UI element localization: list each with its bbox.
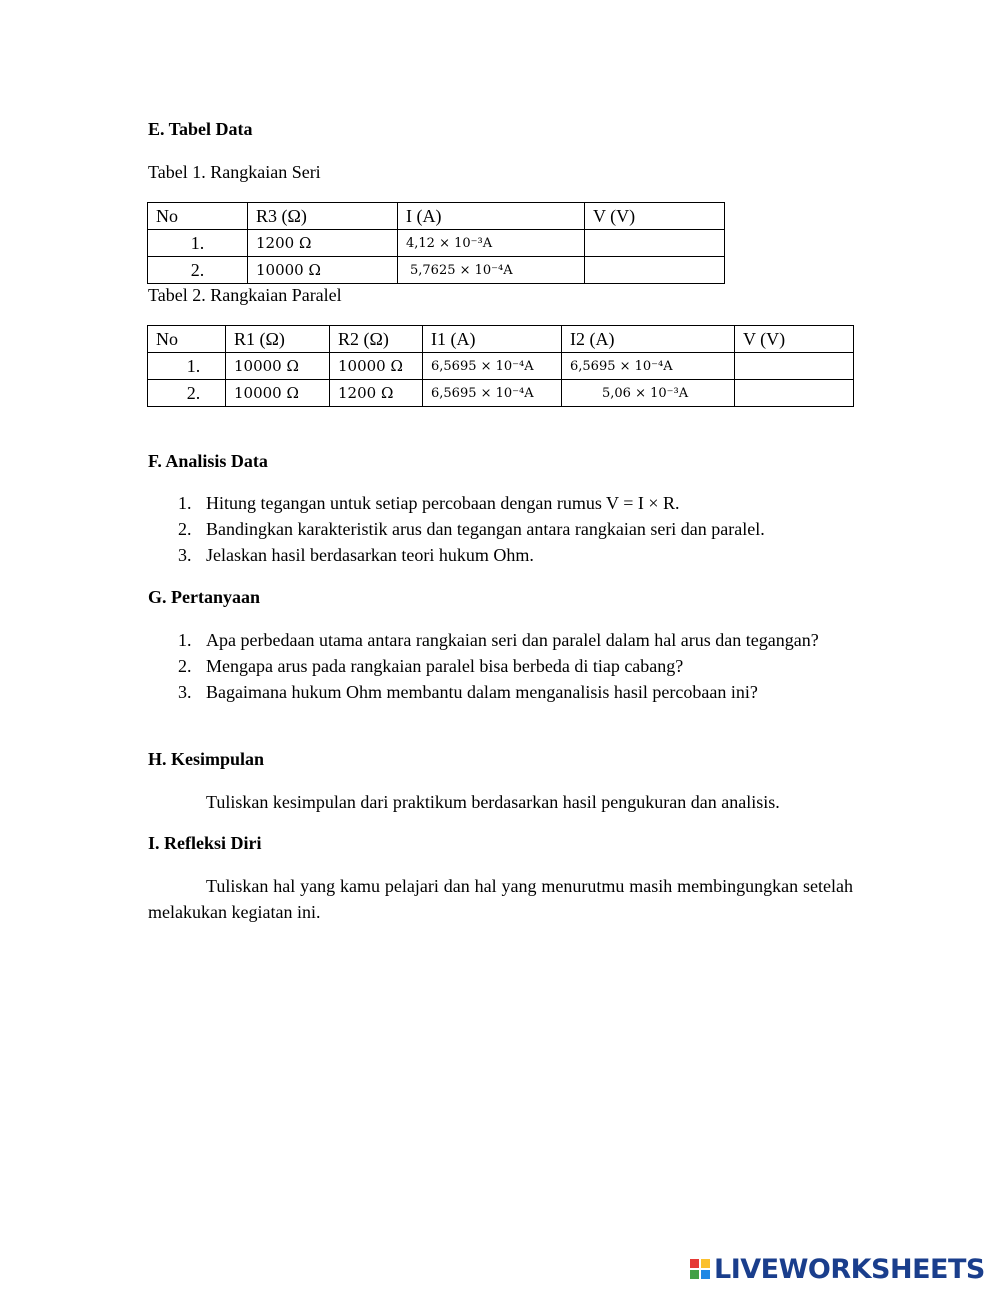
list-item-number: 1. [178,630,192,650]
table-cell-r3: 1200 Ω [248,230,398,257]
section-g-heading: G. Pertanyaan [148,587,260,607]
table-cell-voltage-input[interactable] [585,230,725,257]
list-item-text: Apa perbedaan utama antara rangkaian seri dan paralel dalam hal arus dan tegangan? [206,630,819,650]
table-header-cell: I (A) [398,203,585,230]
table-cell-current: 5,7625 × 10⁻⁴A [398,257,585,284]
list-item-number: 1. [178,493,192,513]
table-cell-voltage-input[interactable] [735,380,854,407]
table-cell-r1: 10000 Ω [226,353,330,380]
table-cell-no: 2. [148,380,226,407]
table-cell-current: 4,12 × 10⁻³A [398,230,585,257]
list-item-text: Bandingkan karakteristik arus dan tegangan antara rangkaian seri dan paralel. [206,519,765,539]
logo-square [690,1259,699,1268]
conclusion-text: Tuliskan kesimpulan dari praktikum berdasarkan hasil pengukuran dan analisis. [206,792,780,812]
list-item [148,490,853,516]
table-row [148,230,725,257]
list-item [148,516,853,542]
list-item-number: 2. [178,656,192,676]
table-row [148,257,725,284]
list-item-text: Hitung tegangan untuk setiap percobaan dengan rumus V = I × R. [206,493,680,513]
list-item [148,653,853,679]
liveworksheets-logo [690,1252,985,1286]
list-item-number: 2. [178,519,192,539]
table-cell-i2: 5,06 × 10⁻³A [562,380,735,407]
table-header-cell: V (V) [735,326,854,353]
section-e-heading: E. Tabel Data [148,119,253,139]
logo-icon [690,1259,710,1279]
table-cell-no: 1. [148,230,248,257]
list-item-text: Jelaskan hasil berdasarkan teori hukum Ohm. [206,545,534,565]
table-header-cell: No [148,326,226,353]
table-header-cell: No [148,203,248,230]
table-cell-r1: 10000 Ω [226,380,330,407]
table-cell-r2: 1200 Ω [330,380,423,407]
logo-square [690,1270,699,1279]
table-header-cell: R1 (Ω) [226,326,330,353]
section-h-heading: H. Kesimpulan [148,749,265,769]
list-item [148,679,853,705]
section-i-heading: I. Refleksi Diri [148,833,262,853]
reflection-text: Tuliskan hal yang kamu pelajari dan hal yang menurutmu masih membingungkan setelah melakukan kegiatan ini. [148,876,853,922]
analysis-list [148,490,853,568]
table-row [148,380,854,407]
table-header-row [148,203,725,230]
table-cell-no: 2. [148,257,248,284]
table1-caption: Tabel 1. Rangkaian Seri [148,162,321,182]
list-item [148,627,853,653]
table-header-row [148,326,854,353]
list-item-text: Bagaimana hukum Ohm membantu dalam menganalisis hasil percobaan ini? [206,682,758,702]
table-cell-i2: 6,5695 × 10⁻⁴A [562,353,735,380]
list-item-text: Mengapa arus pada rangkaian paralel bisa berbeda di tiap cabang? [206,656,684,676]
table-header-cell: I2 (A) [562,326,735,353]
logo-square [701,1270,710,1279]
list-item-number: 3. [178,682,192,702]
table-cell-i1: 6,5695 × 10⁻⁴A [423,353,562,380]
logo-text: LIVEWORKSHEETS [714,1253,985,1285]
table-header-cell: I1 (A) [423,326,562,353]
table-parallel [147,325,854,407]
table-series [147,202,725,284]
table-cell-voltage-input[interactable] [585,257,725,284]
table-cell-voltage-input[interactable] [735,353,854,380]
table-header-cell: R3 (Ω) [248,203,398,230]
question-list [148,627,853,705]
table-cell-i1: 6,5695 × 10⁻⁴A [423,380,562,407]
list-item [148,542,853,568]
logo-square [701,1259,710,1268]
table-cell-r3: 10000 Ω [248,257,398,284]
table-row [148,353,854,380]
table-cell-no: 1. [148,353,226,380]
table-header-cell: R2 (Ω) [330,326,423,353]
table-header-cell: V (V) [585,203,725,230]
section-f-heading: F. Analisis Data [148,451,268,471]
table-cell-r2: 10000 Ω [330,353,423,380]
list-item-number: 3. [178,545,192,565]
table2-caption: Tabel 2. Rangkaian Paralel [148,285,342,305]
